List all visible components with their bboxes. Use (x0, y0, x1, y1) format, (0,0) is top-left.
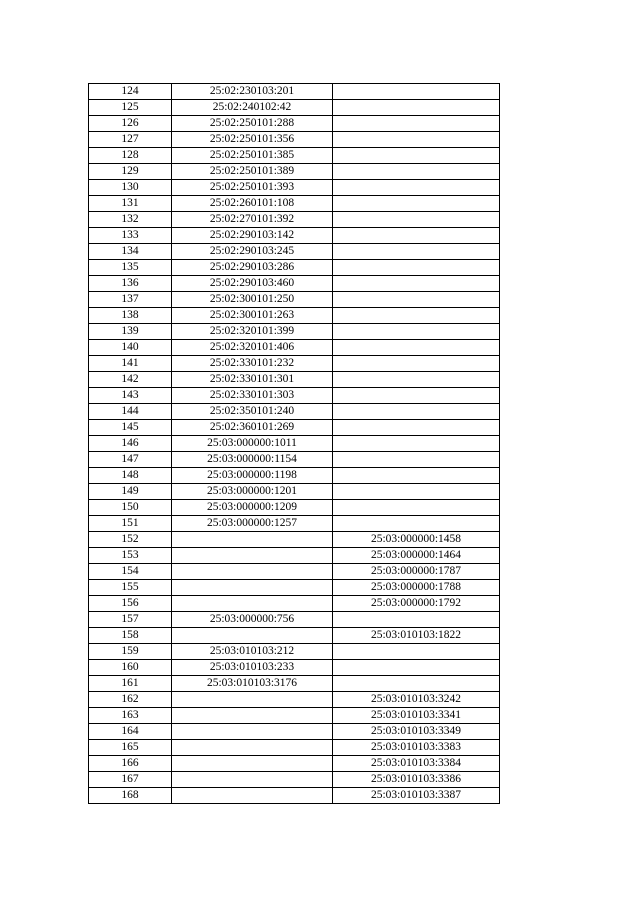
cadastral-number-alt-cell (333, 132, 500, 148)
cadastral-number-cell: 25:03:010103:3176 (172, 676, 333, 692)
cadastral-number-alt-cell (333, 612, 500, 628)
cadastral-number-cell: 25:02:260101:108 (172, 196, 333, 212)
row-number-cell: 143 (89, 388, 172, 404)
cadastral-number-alt-cell (333, 340, 500, 356)
table-row (89, 788, 500, 804)
cadastral-number-alt-cell (333, 388, 500, 404)
table-row (89, 484, 500, 500)
table-row (89, 84, 500, 100)
row-number-cell: 149 (89, 484, 172, 500)
cadastral-number-alt-cell: 25:03:010103:3383 (333, 740, 500, 756)
table-row (89, 532, 500, 548)
table-row (89, 116, 500, 132)
cadastral-number-cell: 25:02:250101:385 (172, 148, 333, 164)
table-row (89, 292, 500, 308)
row-number-cell: 142 (89, 372, 172, 388)
table-row (89, 164, 500, 180)
cadastral-number-cell: 25:02:230103:201 (172, 84, 333, 100)
table-row (89, 148, 500, 164)
table-row (89, 772, 500, 788)
table-row (89, 324, 500, 340)
cadastral-number-cell (172, 756, 333, 772)
table-row (89, 660, 500, 676)
cadastral-number-cell: 25:02:360101:269 (172, 420, 333, 436)
cadastral-number-cell (172, 532, 333, 548)
cadastral-number-alt-cell (333, 100, 500, 116)
row-number-cell: 156 (89, 596, 172, 612)
table-row (89, 132, 500, 148)
cadastral-number-cell: 25:02:320101:406 (172, 340, 333, 356)
row-number-cell: 146 (89, 436, 172, 452)
row-number-cell: 152 (89, 532, 172, 548)
cadastral-number-alt-cell (333, 212, 500, 228)
cadastral-number-alt-cell (333, 324, 500, 340)
table-row (89, 276, 500, 292)
cadastral-number-cell (172, 740, 333, 756)
row-number-cell: 161 (89, 676, 172, 692)
table-row (89, 340, 500, 356)
cadastral-number-cell (172, 580, 333, 596)
cadastral-number-alt-cell: 25:03:010103:1822 (333, 628, 500, 644)
cadastral-number-alt-cell (333, 676, 500, 692)
row-number-cell: 125 (89, 100, 172, 116)
cadastral-number-cell: 25:02:250101:389 (172, 164, 333, 180)
cadastral-number-alt-cell: 25:03:010103:3341 (333, 708, 500, 724)
cadastral-number-cell (172, 596, 333, 612)
table-row (89, 420, 500, 436)
cadastral-number-alt-cell: 25:03:000000:1458 (333, 532, 500, 548)
cadastral-number-cell: 25:02:250101:356 (172, 132, 333, 148)
cadastral-number-cell (172, 708, 333, 724)
table-row (89, 228, 500, 244)
cadastral-number-alt-cell (333, 436, 500, 452)
cadastral-number-alt-cell (333, 468, 500, 484)
row-number-cell: 167 (89, 772, 172, 788)
cadastral-number-cell: 25:03:000000:1201 (172, 484, 333, 500)
row-number-cell: 134 (89, 244, 172, 260)
records-table-body (89, 84, 500, 804)
row-number-cell: 164 (89, 724, 172, 740)
row-number-cell: 160 (89, 660, 172, 676)
row-number-cell: 126 (89, 116, 172, 132)
row-number-cell: 140 (89, 340, 172, 356)
cadastral-number-cell (172, 772, 333, 788)
table-row (89, 388, 500, 404)
row-number-cell: 133 (89, 228, 172, 244)
cadastral-number-cell: 25:03:000000:1198 (172, 468, 333, 484)
row-number-cell: 151 (89, 516, 172, 532)
table-row (89, 452, 500, 468)
cadastral-number-alt-cell (333, 228, 500, 244)
table-row (89, 180, 500, 196)
cadastral-number-cell: 25:02:240102:42 (172, 100, 333, 116)
table-row (89, 196, 500, 212)
row-number-cell: 127 (89, 132, 172, 148)
cadastral-number-alt-cell (333, 356, 500, 372)
row-number-cell: 153 (89, 548, 172, 564)
table-row (89, 564, 500, 580)
cadastral-number-alt-cell (333, 244, 500, 260)
cadastral-number-cell (172, 548, 333, 564)
cadastral-number-alt-cell (333, 260, 500, 276)
cadastral-number-cell: 25:03:000000:1257 (172, 516, 333, 532)
table-row (89, 676, 500, 692)
table-row (89, 308, 500, 324)
table-row (89, 596, 500, 612)
row-number-cell: 158 (89, 628, 172, 644)
cadastral-number-cell: 25:02:290103:460 (172, 276, 333, 292)
table-row (89, 356, 500, 372)
cadastral-number-cell: 25:02:300101:250 (172, 292, 333, 308)
row-number-cell: 147 (89, 452, 172, 468)
table-row (89, 244, 500, 260)
cadastral-number-cell: 25:03:000000:1011 (172, 436, 333, 452)
cadastral-number-alt-cell (333, 644, 500, 660)
cadastral-number-alt-cell: 25:03:010103:3349 (333, 724, 500, 740)
row-number-cell: 141 (89, 356, 172, 372)
cadastral-number-cell: 25:02:290103:286 (172, 260, 333, 276)
cadastral-number-alt-cell (333, 276, 500, 292)
table-row (89, 756, 500, 772)
table-row (89, 500, 500, 516)
row-number-cell: 168 (89, 788, 172, 804)
row-number-cell: 135 (89, 260, 172, 276)
cadastral-number-cell: 25:02:290103:142 (172, 228, 333, 244)
cadastral-number-cell: 25:03:000000:1154 (172, 452, 333, 468)
cadastral-number-cell: 25:03:010103:212 (172, 644, 333, 660)
cadastral-number-cell (172, 692, 333, 708)
table-row (89, 708, 500, 724)
cadastral-number-alt-cell (333, 660, 500, 676)
cadastral-number-alt-cell (333, 308, 500, 324)
cadastral-number-alt-cell (333, 372, 500, 388)
cadastral-number-cell: 25:02:320101:399 (172, 324, 333, 340)
cadastral-number-cell: 25:02:300101:263 (172, 308, 333, 324)
table-row (89, 548, 500, 564)
cadastral-number-cell: 25:03:000000:1209 (172, 500, 333, 516)
row-number-cell: 154 (89, 564, 172, 580)
row-number-cell: 166 (89, 756, 172, 772)
table-row (89, 404, 500, 420)
cadastral-number-alt-cell (333, 420, 500, 436)
row-number-cell: 128 (89, 148, 172, 164)
cadastral-number-cell: 25:03:010103:233 (172, 660, 333, 676)
table-row (89, 372, 500, 388)
cadastral-number-alt-cell (333, 116, 500, 132)
row-number-cell: 155 (89, 580, 172, 596)
cadastral-number-alt-cell (333, 292, 500, 308)
cadastral-number-alt-cell (333, 164, 500, 180)
cadastral-number-cell: 25:02:270101:392 (172, 212, 333, 228)
records-table (88, 83, 500, 804)
row-number-cell: 150 (89, 500, 172, 516)
row-number-cell: 162 (89, 692, 172, 708)
row-number-cell: 148 (89, 468, 172, 484)
table-row (89, 692, 500, 708)
cadastral-number-cell: 25:02:330101:303 (172, 388, 333, 404)
table-row (89, 644, 500, 660)
cadastral-number-alt-cell: 25:03:010103:3386 (333, 772, 500, 788)
table-row (89, 724, 500, 740)
row-number-cell: 131 (89, 196, 172, 212)
cadastral-number-cell: 25:02:250101:393 (172, 180, 333, 196)
table-row (89, 516, 500, 532)
table-row (89, 260, 500, 276)
row-number-cell: 165 (89, 740, 172, 756)
table-row (89, 580, 500, 596)
row-number-cell: 132 (89, 212, 172, 228)
row-number-cell: 124 (89, 84, 172, 100)
table-row (89, 468, 500, 484)
row-number-cell: 144 (89, 404, 172, 420)
row-number-cell: 137 (89, 292, 172, 308)
cadastral-number-alt-cell: 25:03:010103:3242 (333, 692, 500, 708)
cadastral-number-cell (172, 564, 333, 580)
row-number-cell: 136 (89, 276, 172, 292)
cadastral-number-alt-cell (333, 196, 500, 212)
cadastral-number-alt-cell (333, 84, 500, 100)
row-number-cell: 163 (89, 708, 172, 724)
row-number-cell: 159 (89, 644, 172, 660)
cadastral-number-alt-cell: 25:03:000000:1787 (333, 564, 500, 580)
cadastral-number-alt-cell (333, 500, 500, 516)
cadastral-number-alt-cell (333, 148, 500, 164)
row-number-cell: 139 (89, 324, 172, 340)
table-row (89, 612, 500, 628)
cadastral-number-cell: 25:02:350101:240 (172, 404, 333, 420)
row-number-cell: 129 (89, 164, 172, 180)
cadastral-number-cell: 25:02:290103:245 (172, 244, 333, 260)
table-row (89, 100, 500, 116)
cadastral-number-alt-cell: 25:03:010103:3387 (333, 788, 500, 804)
table-row (89, 212, 500, 228)
cadastral-number-cell (172, 788, 333, 804)
table-row (89, 628, 500, 644)
table-row (89, 436, 500, 452)
cadastral-number-cell: 25:02:330101:232 (172, 356, 333, 372)
table-row (89, 740, 500, 756)
row-number-cell: 130 (89, 180, 172, 196)
cadastral-number-alt-cell: 25:03:000000:1788 (333, 580, 500, 596)
cadastral-number-alt-cell (333, 180, 500, 196)
cadastral-number-cell: 25:02:330101:301 (172, 372, 333, 388)
cadastral-number-cell: 25:03:000000:756 (172, 612, 333, 628)
cadastral-number-alt-cell (333, 452, 500, 468)
cadastral-number-cell (172, 724, 333, 740)
cadastral-number-alt-cell: 25:03:010103:3384 (333, 756, 500, 772)
row-number-cell: 157 (89, 612, 172, 628)
cadastral-number-cell: 25:02:250101:288 (172, 116, 333, 132)
cadastral-number-alt-cell (333, 484, 500, 500)
cadastral-number-alt-cell: 25:03:000000:1464 (333, 548, 500, 564)
cadastral-number-alt-cell (333, 404, 500, 420)
row-number-cell: 138 (89, 308, 172, 324)
row-number-cell: 145 (89, 420, 172, 436)
cadastral-number-alt-cell: 25:03:000000:1792 (333, 596, 500, 612)
cadastral-number-alt-cell (333, 516, 500, 532)
cadastral-number-cell (172, 628, 333, 644)
